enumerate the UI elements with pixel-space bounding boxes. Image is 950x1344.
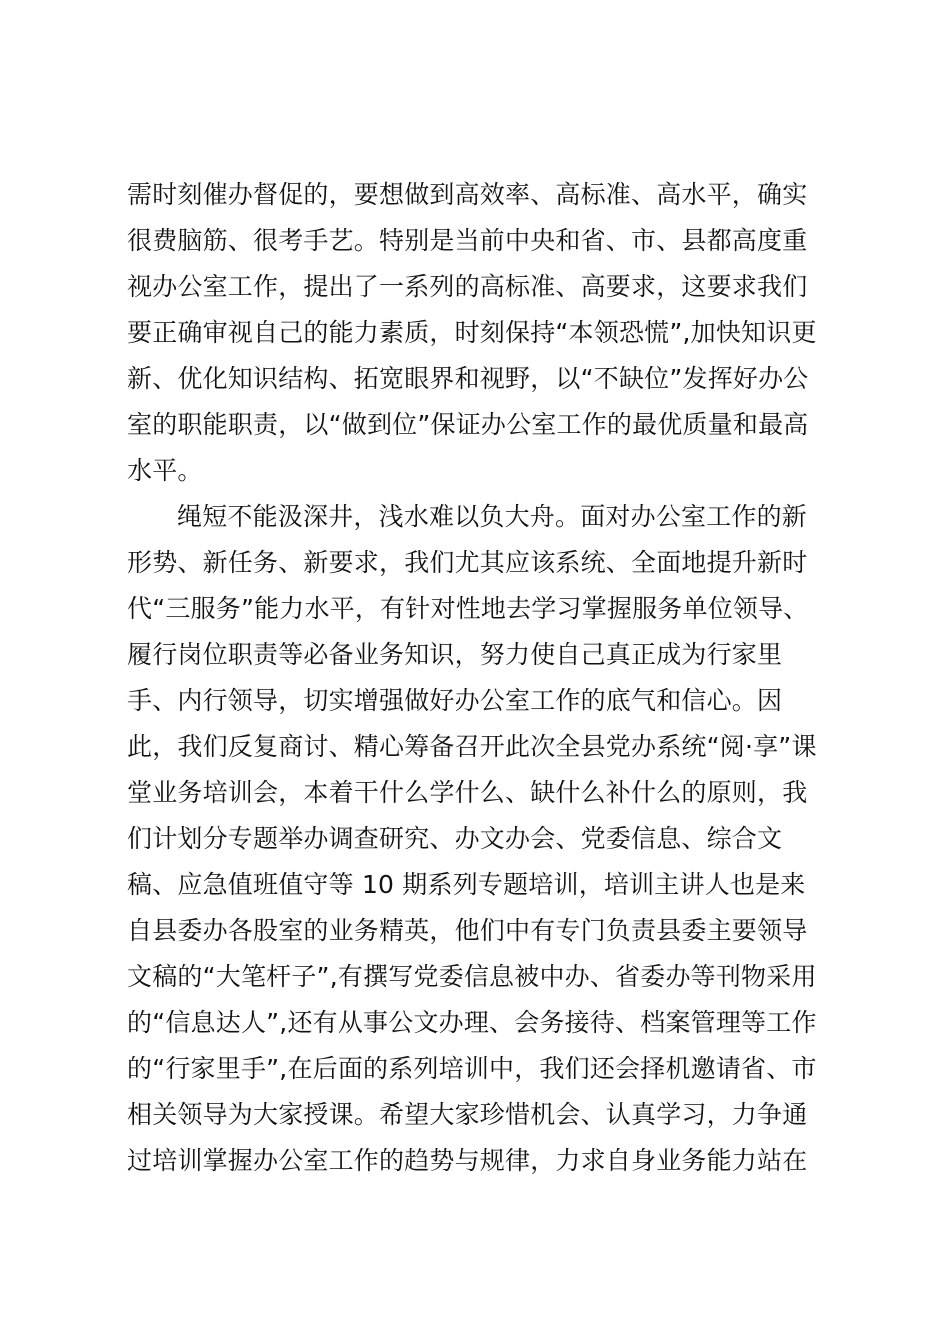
text-line: 的“信息达人”,还有从事公文办理、会务接待、档案管理等工作 bbox=[127, 1008, 817, 1037]
text-line: 绳短不能汲深井，浅水难以负大舟。面对办公室工作的新 bbox=[177, 502, 808, 531]
text-line: 自县委办各股室的业务精英，他们中有专门负责县委主要领导 bbox=[127, 916, 808, 945]
text-line: 此，我们反复商讨、精心筹备召开此次全县党办系统“阅·享”课 bbox=[127, 732, 817, 761]
text-line: 需时刻催办督促的，要想做到高效率、高标准、高水平，确实 bbox=[127, 180, 808, 209]
text-line: 代“三服务”能力水平，有针对性地去学习掌握服务单位领导、 bbox=[127, 594, 809, 623]
paragraph-2 bbox=[127, 494, 847, 1184]
text-line: 履行岗位职责等必备业务知识，努力使自己真正成为行家里 bbox=[127, 640, 783, 669]
text-line: 过培训掌握办公室工作的趋势与规律，力求自身业务能力站在 bbox=[127, 1146, 808, 1175]
text-line: 相关领导为大家授课。希望大家珍惜机会、认真学习，力争通 bbox=[127, 1100, 808, 1129]
paragraph-1 bbox=[127, 172, 847, 494]
document-body bbox=[127, 172, 847, 1184]
text-line: 室的职能职责，以“做到位”保证办公室工作的最优质量和最高 bbox=[127, 410, 809, 439]
text-line: 们计划分专题举办调查研究、办文办会、党委信息、综合文 bbox=[127, 824, 783, 853]
text-line: 很费脑筋、很考手艺。特别是当前中央和省、市、县都高度重 bbox=[127, 226, 808, 255]
text-line: 新、优化知识结构、拓宽眼界和视野，以“不缺位”发挥好办公 bbox=[127, 364, 809, 393]
text-line: 要正确审视自己的能力素质，时刻保持“本领恐慌”,加快知识更 bbox=[127, 318, 817, 347]
text-line: 稿、应急值班值守等 10 期系列专题培训，培训主讲人也是来 bbox=[127, 870, 806, 899]
text-line: 形势、新任务、新要求，我们尤其应该系统、全面地提升新时 bbox=[127, 548, 808, 577]
text-line: 文稿的“大笔杆子”,有撰写党委信息被中办、省委办等刊物采用 bbox=[127, 962, 817, 991]
text-line: 手、内行领导，切实增强做好办公室工作的底气和信心。因 bbox=[127, 686, 783, 715]
text-line: 堂业务培训会，本着干什么学什么、缺什么补什么的原则，我 bbox=[127, 778, 808, 807]
text-line: 的“行家里手”,在后面的系列培训中，我们还会择机邀请省、市 bbox=[127, 1054, 817, 1083]
text-line: 视办公室工作，提出了一系列的高标准、高要求，这要求我们 bbox=[127, 272, 808, 301]
text-line: 水平。 bbox=[127, 456, 203, 485]
